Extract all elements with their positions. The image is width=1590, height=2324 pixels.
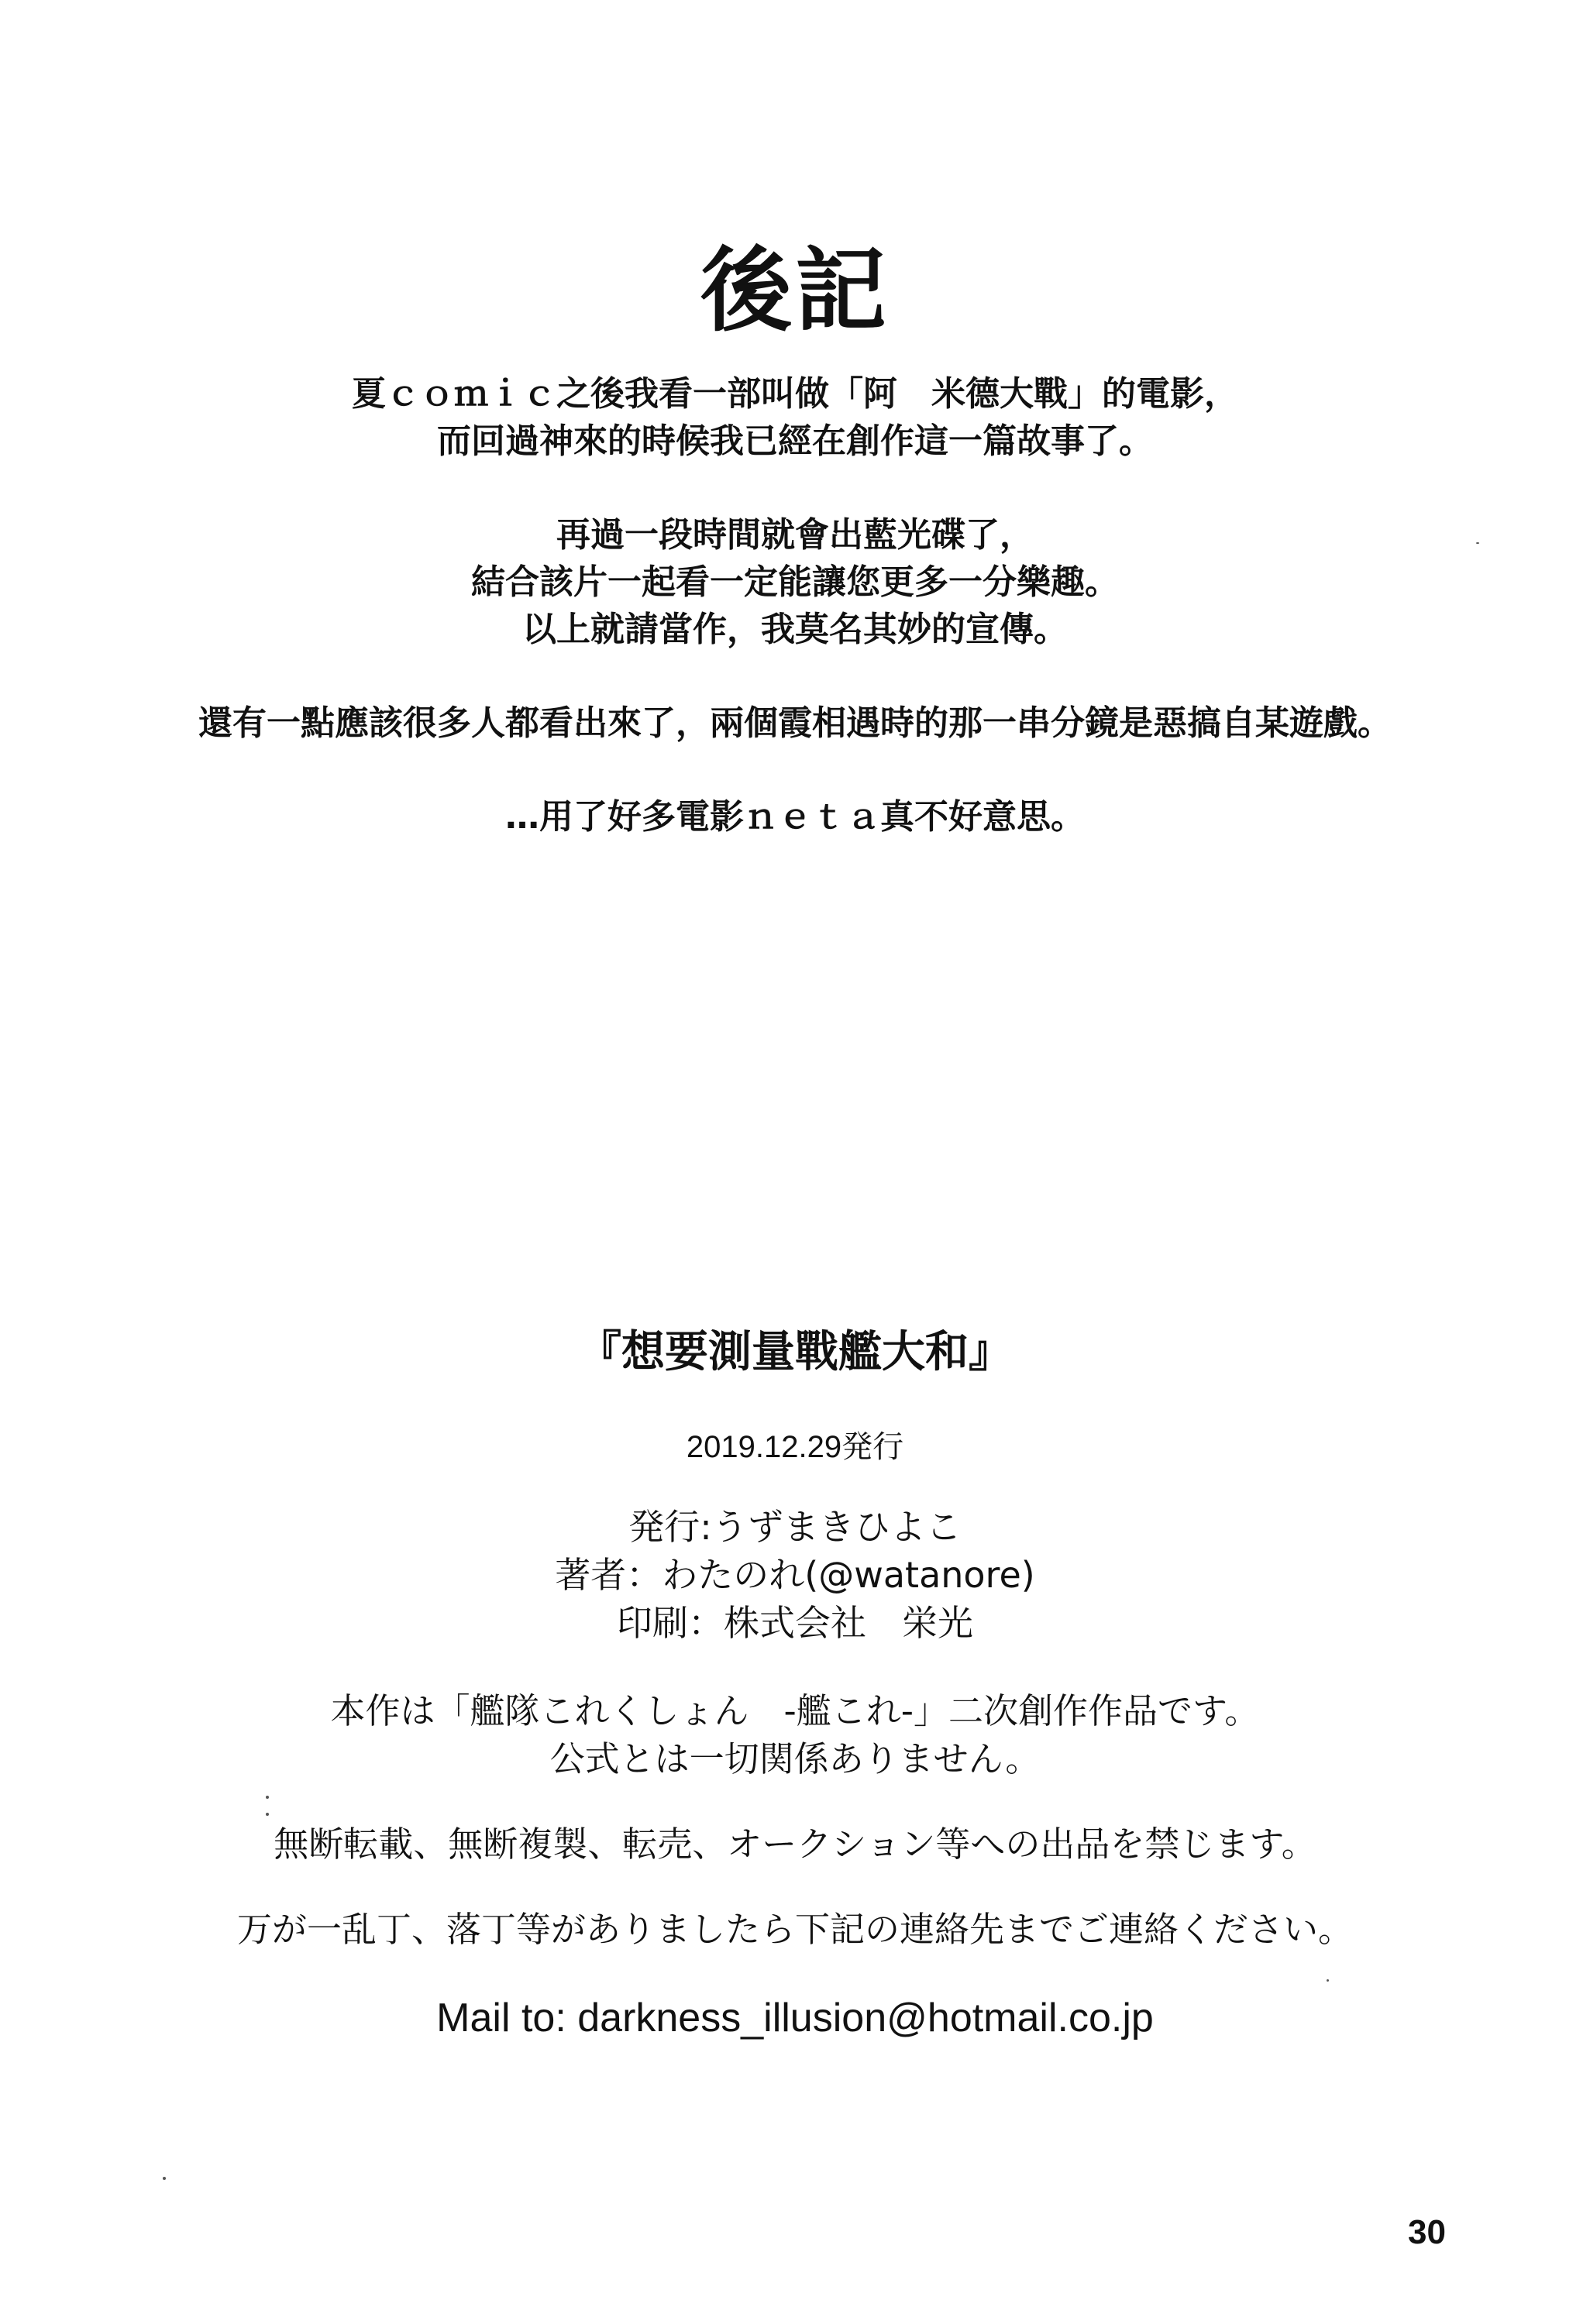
afterword-paragraph-1	[0, 370, 1590, 465]
afterword-paragraph-4	[0, 793, 1590, 841]
colophon-section	[0, 1322, 1590, 2045]
notice-line: 公式とは一切関係ありません。	[549, 1738, 1041, 1779]
notice-line: 万が一乱丁、落丁等がありましたら下記の連絡先までご連絡ください。	[236, 1909, 1353, 1950]
afterword-line: 再過一段時間就會出藍光碟了，	[556, 515, 1034, 555]
scan-speck	[266, 1813, 269, 1816]
printer-line: 印刷：株式会社 栄光	[617, 1602, 973, 1644]
afterword-paragraph-3	[0, 700, 1590, 747]
book-title: 『想要測量戰艦大和』	[578, 1327, 1012, 1377]
afterword-paragraph-2	[0, 511, 1590, 653]
defect-notice	[0, 1906, 1590, 1954]
scan-speck	[1476, 542, 1479, 544]
afterword-title: 後記	[700, 237, 890, 344]
fan-work-notice	[0, 1687, 1590, 1783]
scan-speck	[163, 2177, 166, 2180]
contact-email: Mail to: darkness_illusion@hotmail.co.jp	[436, 1996, 1154, 2040]
afterword-section	[0, 232, 1590, 887]
afterword-line: 而回過神來的時候我已經在創作這一篇故事了。	[437, 421, 1153, 461]
author-line: 著者：わたのれ(@watanore)	[555, 1554, 1035, 1596]
scan-speck	[266, 1796, 269, 1799]
page-number: 30	[1408, 2213, 1446, 2251]
afterword-line: 以上就請當作，我莫名其妙的宣傳。	[522, 610, 1068, 649]
publication-date: 2019.12.29発行	[686, 1430, 904, 1464]
credits-block	[0, 1503, 1590, 1647]
afterword-line: 還有一點應該很多人都看出來了，兩個霞相遇時的那一串分鏡是惡搞自某遊戲。	[198, 703, 1392, 743]
scan-speck	[1327, 1979, 1329, 1982]
afterword-line: 結合該片一起看一定能讓您更多一分樂趣。	[471, 562, 1119, 602]
publisher-line: 発行:うずまきひよこ	[628, 1506, 962, 1548]
afterword-line: …用了好多電影ｎｅｔａ真不好意思。	[505, 797, 1085, 837]
reproduction-notice	[0, 1820, 1590, 1868]
notice-line: 本作は「艦隊これくしょん -艦これ-」二次創作作品です。	[330, 1690, 1260, 1731]
afterword-line: 夏ｃｏｍｉｃ之後我看一部叫做「阿 米德大戰」的電影，	[352, 374, 1238, 414]
notice-line: 無断転載、無断複製、転売、オークション等への出品を禁じます。	[274, 1824, 1316, 1865]
